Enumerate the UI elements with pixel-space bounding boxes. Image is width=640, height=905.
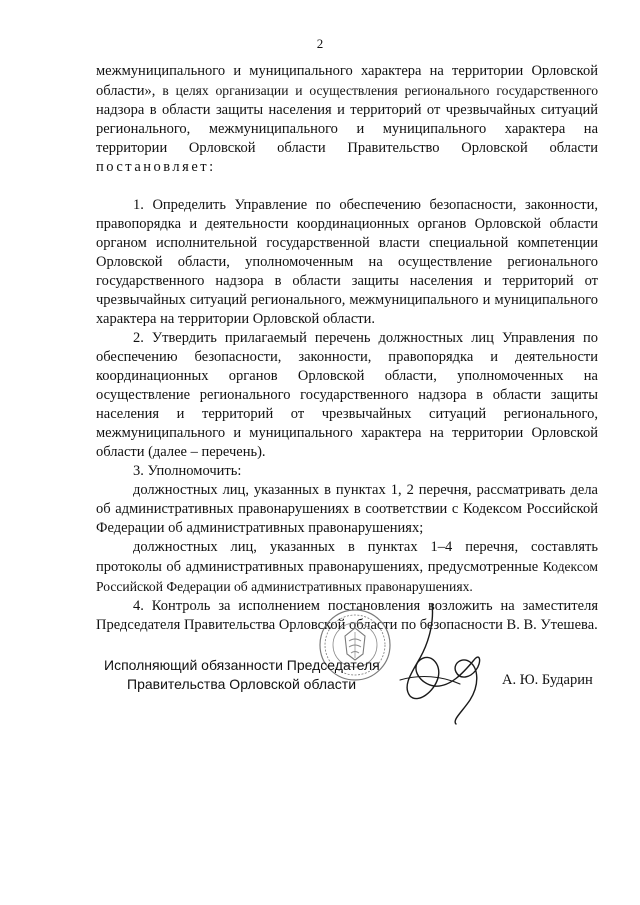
- item-3b: [96, 538, 598, 597]
- item-3b-end: Кодексом Российской Федерации об административных правонарушениях.: [96, 559, 598, 594]
- handwritten-signature-icon: [390, 600, 500, 728]
- document-body: [96, 62, 598, 635]
- item-3b-text: должностных лиц, указанных в пунктах 1–4 перечня, составлять протоколы об административных правонарушениях, предусмотренные: [96, 539, 598, 575]
- page-number: 2: [316, 36, 324, 51]
- signature-block: [0, 600, 640, 750]
- item-1-end: и муниципального характера на территории Орловской области.: [96, 292, 599, 327]
- item-4: 4. Контроль за исполнением постановления возложить на заместителя Председателя Правительства Орловской области по безопасности В. В. Утешева.: [96, 598, 598, 633]
- signer-position-line-1: Исполняющий обязанности Председателя: [104, 657, 380, 673]
- item-1: [96, 196, 598, 329]
- intro-line-1: межмуниципального и муниципального характера на территории Орловской области»,: [96, 63, 598, 99]
- intro-paragraph: [96, 62, 598, 177]
- resolves-word: постановляет:: [96, 159, 216, 175]
- item-1-text: 1. Определить Управление по обеспечению безопасности, законности, правопорядка и деятельности координационных органов Орловской области органом исполнительной государственной власти специальной компетенции Орловской области, уполномоченным на осуществление регионального государственного надзора в области защиты населения и территорий от чрезвычайных ситуаций регионального, межмуниципального: [96, 197, 598, 308]
- signer-name: А. Ю. Бударин: [502, 672, 593, 688]
- intro-line-3: надзора в области защиты населения и территорий от чрезвычайных ситуаций регионального, межмуниципального и муниципального характера на территории Орловской области Правительство Орловской области: [96, 102, 598, 156]
- intro-line-2: в целях организации и осуществления регионального государственного: [162, 83, 598, 98]
- item-3a: должностных лиц, указанных в пунктах 1, 2 перечня, рассматривать дела об административных правонарушениях в соответствии с Кодексом Российской Федерации об административных правонарушениях;: [96, 482, 598, 536]
- item-3: 3. Уполномочить:: [133, 463, 242, 479]
- item-2: 2. Утвердить прилагаемый перечень должностных лиц Управления по обеспечению безопасности, законности, правопорядка и деятельности координационных органов Орловской области, уполномоченных на осуществление регионального государственного надзора в области защиты населения и территорий от чрезвычайных ситуаций регионального, межмуниципального и муниципального характера на территории Орловской области (далее – перечень).: [96, 330, 598, 460]
- signer-position-line-2: Правительства Орловской области: [127, 676, 357, 692]
